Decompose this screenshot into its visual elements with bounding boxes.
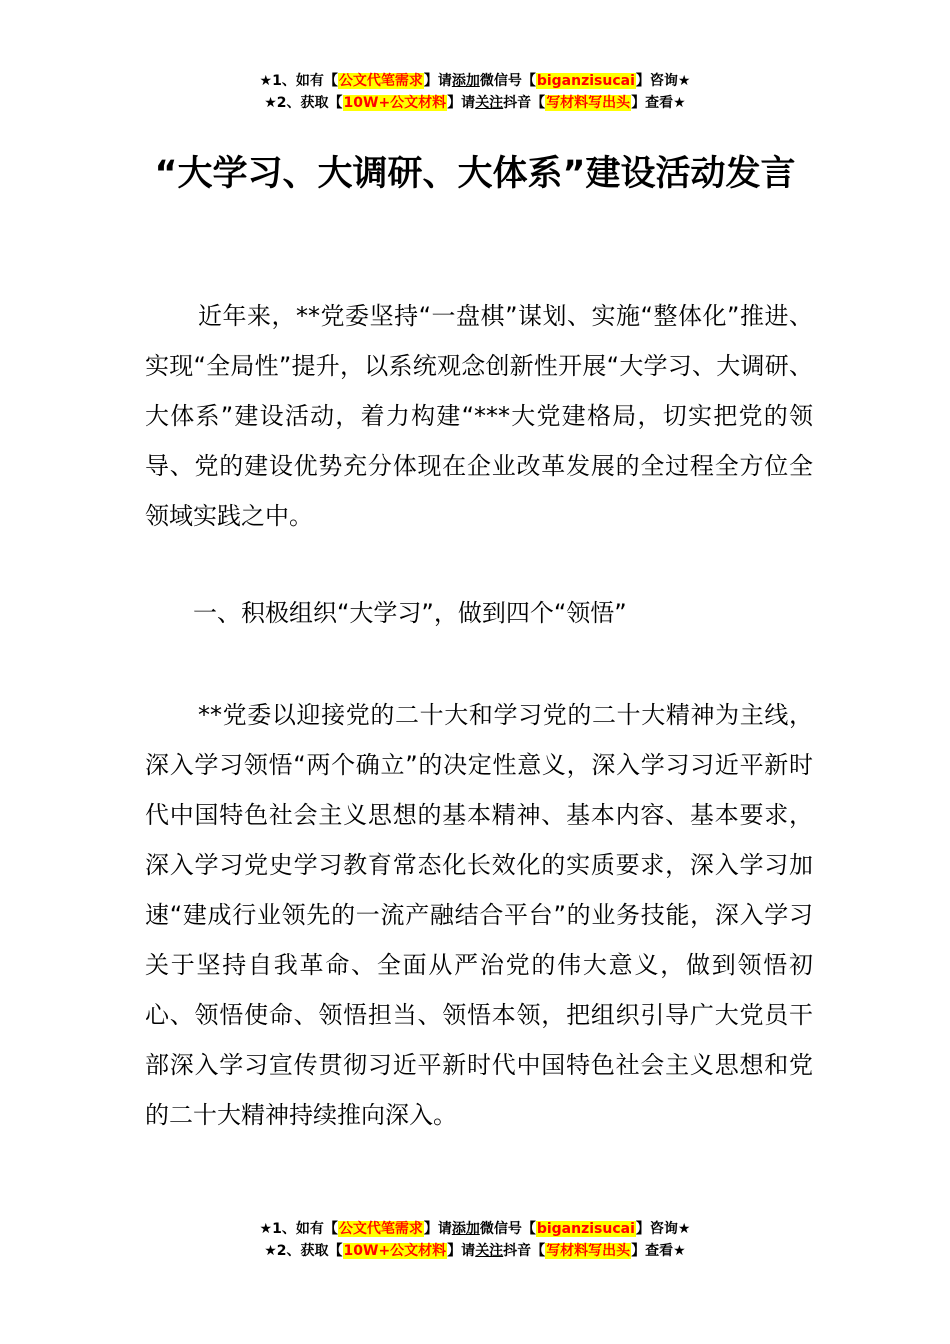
banner-text: 微信号【 <box>479 73 536 89</box>
banner-text: 】请 <box>447 1243 476 1259</box>
footer-banner <box>0 1218 950 1262</box>
banner-text: 】查看★ <box>631 1243 686 1259</box>
banner-text: ★2、获取【 <box>264 1243 343 1259</box>
banner-line-2 <box>0 1240 950 1262</box>
document-title: “大学习、大调研、大体系”建设活动发言 <box>154 154 796 194</box>
banner-underlined-text: 关注 <box>475 95 504 111</box>
banner-text: 抖音【 <box>503 95 546 111</box>
banner-text: 微信号【 <box>479 1221 536 1237</box>
banner-text: ★1、如有【 <box>259 73 338 89</box>
section-heading: 一、积极组织“大学习”，做到四个“领悟” <box>193 599 627 627</box>
banner-highlight: 写材料写出头 <box>546 95 631 111</box>
banner-text: 】请 <box>423 1221 452 1237</box>
banner-highlight: 公文代笔需求 <box>338 1221 423 1237</box>
banner-text: 】咨询★ <box>635 1221 691 1237</box>
banner-text: ★2、获取【 <box>264 95 343 111</box>
banner-line-1 <box>0 1218 950 1240</box>
banner-underlined-text: 添加 <box>451 1221 480 1237</box>
banner-highlight: biganzisucai <box>536 73 635 89</box>
banner-highlight: biganzisucai <box>536 1221 635 1237</box>
banner-text: 】咨询★ <box>635 73 691 89</box>
banner-line-2 <box>0 92 950 114</box>
banner-line-1 <box>0 70 950 92</box>
banner-underlined-text: 添加 <box>451 73 480 89</box>
banner-highlight: 10W+公文材料 <box>343 1243 447 1259</box>
banner-text: 】查看★ <box>631 95 686 111</box>
paragraph-body: **党委以迎接党的二十大和学习党的二十大精神为主线，深入学习领悟“两个确立”的决定性意义，深入学习习近平新时代中国特色社会主义思想的基本精神、基本内容、基本要求，深入学习党史学习教育常态化长效化的实质要求，深入学习加速“建成行业领先的一流产融结合平台”的业务技能，深入学习关于坚持自我革命、全面从严治党的伟大意义，做到领悟初心、领悟使命、领悟担当、领悟本领，把组织引导广大党员干部深入学习宣传贯彻习近平新时代中国特色社会主义思想和党的二十大精神持续推向深入。 <box>145 701 813 1129</box>
banner-text: 】请 <box>423 73 452 89</box>
paragraph-intro: 近年来，**党委坚持“一盘棋”谋划、实施“整体化”推进、实现“全局性”提升，以系统观念创新性开展“大学习、大调研、大体系”建设活动，着力构建“***大党建格局，切实把党的领导、党的建设优势充分体现在企业改革发展的全过程全方位全领域实践之中。 <box>145 302 813 530</box>
banner-text: ★1、如有【 <box>259 1221 338 1237</box>
banner-text: 】请 <box>447 95 476 111</box>
banner-text: 抖音【 <box>503 1243 546 1259</box>
banner-highlight: 10W+公文材料 <box>343 95 447 111</box>
header-banner <box>0 70 950 114</box>
banner-underlined-text: 关注 <box>475 1243 504 1259</box>
banner-highlight: 写材料写出头 <box>546 1243 631 1259</box>
banner-highlight: 公文代笔需求 <box>338 73 423 89</box>
